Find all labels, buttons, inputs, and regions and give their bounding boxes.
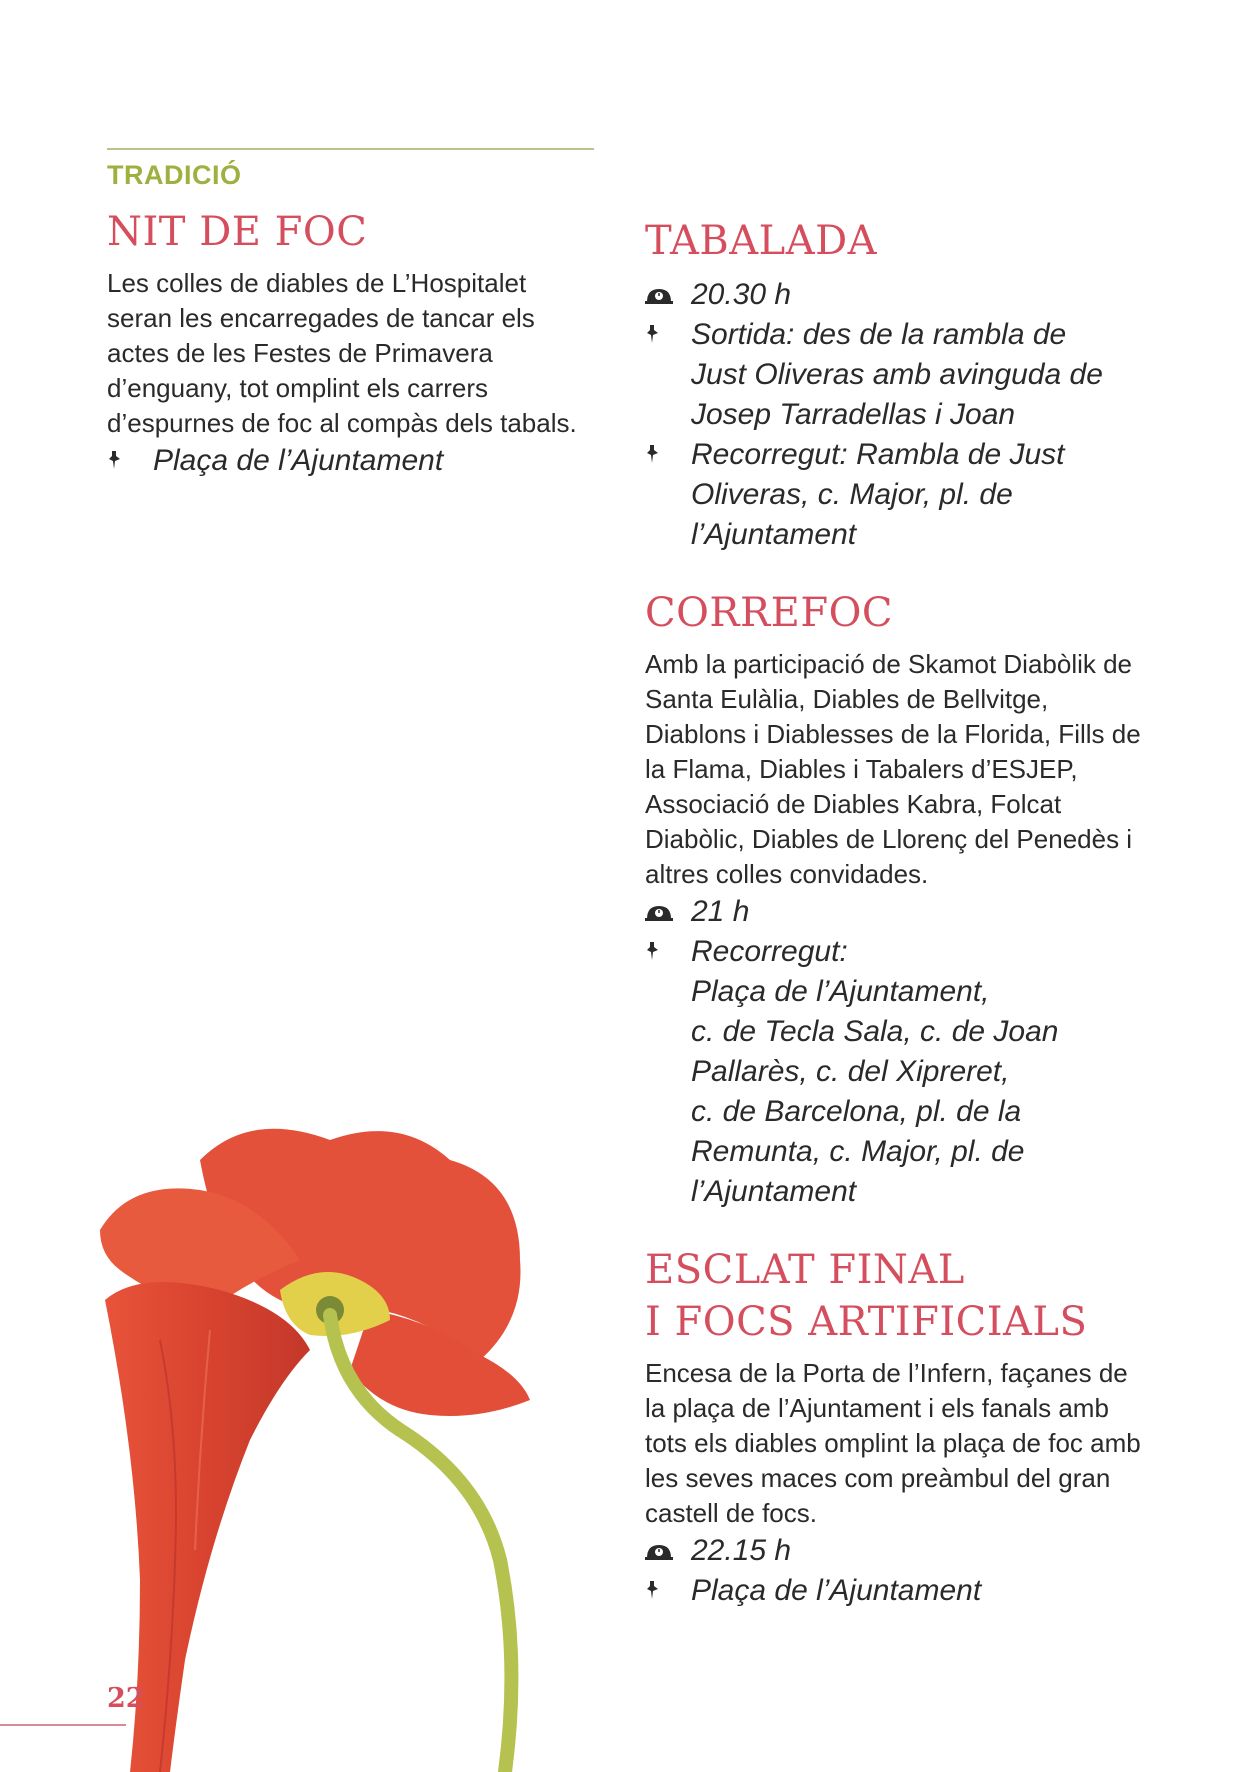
nit-de-foc-section: [107, 206, 607, 481]
tabalada-route: Recorregut: Rambla de Just Oliveras, c. Major, pl. de l’Ajuntament: [645, 435, 1165, 555]
bottom-divider: [0, 1724, 126, 1726]
esclat-final-section: [645, 1244, 1165, 1611]
tabalada-title: TABALADA: [645, 218, 878, 264]
clock-icon: [645, 275, 691, 315]
correfoc-body: Amb la participació de Skamot Diabòlik de Santa Eulàlia, Diables de Bellvitge, Diablons i Diablesses de la Florida, Fills de la Flama, Diables i Tabalers d’ESJEP, Associació de Diables Kabra, Folcat Diabòlic, Diables de Llorenç del Penedès i altres colles convidades.: [645, 649, 1141, 889]
pin-icon: [645, 435, 691, 475]
tabalada-start: Sortida: des de la rambla de Just Oliveras amb avinguda de Josep Tarradellas i Joan: [645, 315, 1165, 435]
clock-icon: [645, 1531, 691, 1571]
left-column: [107, 158, 607, 513]
page-number: 22: [107, 1683, 145, 1714]
tabalada-time: 20.30 h: [645, 275, 1165, 315]
esclat-final-title: ESCLAT FINAL I FOCS ARTIFICIALS: [645, 1247, 1088, 1345]
correfoc-section: [645, 587, 1165, 1212]
pin-icon: [645, 315, 691, 355]
pin-icon: [645, 932, 691, 972]
nit-de-foc-title: NIT DE FOC: [107, 209, 368, 255]
pin-icon: [645, 1571, 691, 1611]
esclat-final-time: 22.15 h: [645, 1531, 1165, 1571]
clock-icon: [645, 892, 691, 932]
correfoc-time: 21 h: [645, 892, 1165, 932]
correfoc-route: Recorregut: Plaça de l’Ajuntament, c. de Tecla Sala, c. de Joan Pallarès, c. del Xipreret, c. de Barcelona, pl. de la Remunta, c. Major, pl. de l’Ajuntament: [645, 932, 1165, 1212]
correfoc-title: CORREFOC: [645, 590, 893, 636]
tabalada-section: [645, 215, 1165, 555]
pin-icon: [107, 441, 153, 481]
esclat-final-location: Plaça de l’Ajuntament: [645, 1571, 1165, 1611]
flower-illustration: [100, 1120, 560, 1772]
top-divider: [107, 148, 594, 150]
section-label: TRADICIÓ: [107, 160, 242, 190]
esclat-final-body: Encesa de la Porta de l’Infern, façanes de la plaça de l’Ajuntament i els fanals amb tots els diables omplint la plaça de foc amb les seves maces com preàmbul del gran castell de focs.: [645, 1358, 1141, 1528]
nit-de-foc-location: Plaça de l’Ajuntament: [107, 441, 607, 481]
right-column: [645, 215, 1165, 1643]
nit-de-foc-body: Les colles de diables de L’Hospitalet seran les encarregades de tancar els actes de les Festes de Primavera d’enguany, tot omplint els carrers d’espurnes de foc al compàs dels tabals.: [107, 268, 577, 438]
